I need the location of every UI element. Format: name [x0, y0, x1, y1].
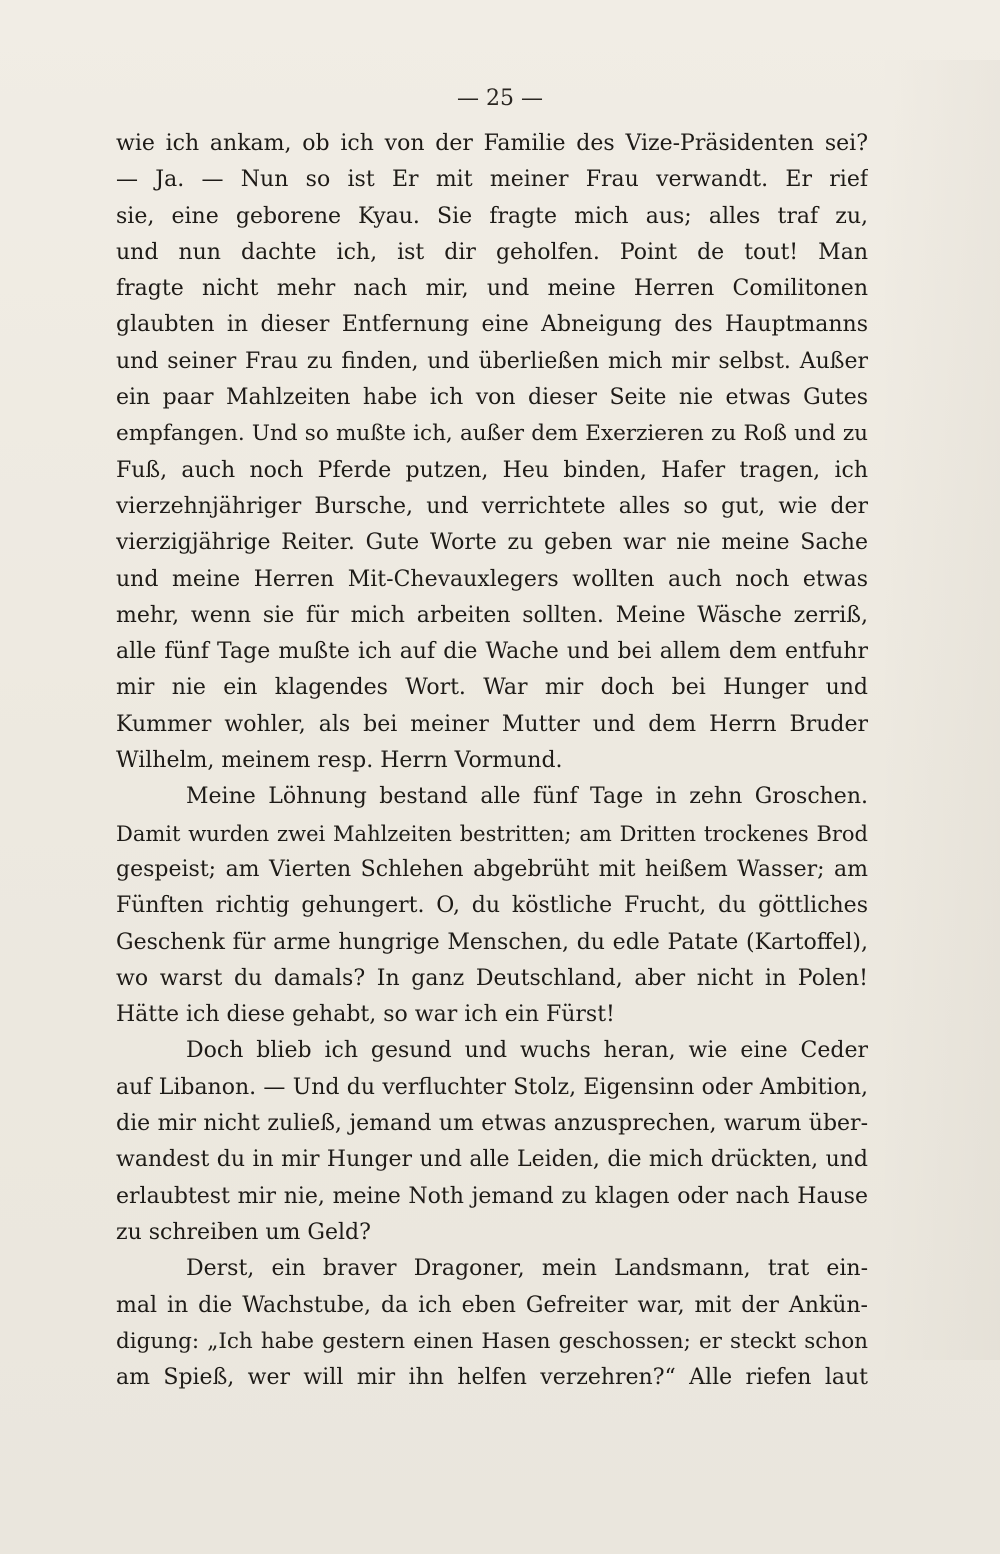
- text-line: ein paar Mahlzeiten habe ich von dieser Seite nie etwas Gutes: [116, 385, 868, 411]
- text-line: digung: „Ich habe gestern einen Hasen geschossen; er steckt schon: [116, 1328, 868, 1354]
- text-line: Damit wurden zwei Mahlzeiten bestritten; am Dritten trockenes Brod: [116, 821, 868, 846]
- text-line: alle fünf Tage mußte ich auf die Wache und bei allem dem entfuhr: [116, 639, 868, 665]
- text-line: vierzehnjähriger Bursche, und verrichtete alles so gut, wie der: [116, 493, 868, 519]
- text-line: Fünften richtig gehungert. O, du köstliche Frucht, du göttliches: [116, 893, 868, 919]
- text-line: Geschenk für arme hungrige Menschen, du edle Patate (Kartoffel),: [116, 929, 868, 955]
- text-line: Meine Löhnung bestand alle fünf Tage in zehn Groschen.: [186, 784, 868, 810]
- text-line: Doch blieb ich gesund und wuchs heran, wie eine Ceder: [186, 1038, 868, 1064]
- text-line: Hätte ich diese gehabt, so war ich ein Fürst!: [116, 1002, 615, 1028]
- text-line: mehr, wenn sie für mich arbeiten sollten. Meine Wäsche zerriß,: [116, 602, 868, 628]
- text-line: empfangen. Und so mußte ich, außer dem Exerzieren zu Roß und zu: [116, 421, 868, 447]
- body-text: [116, 126, 868, 1396]
- text-line: wo warst du damals? In ganz Deutschland, aber nicht in Polen!: [116, 965, 868, 991]
- text-line: fragte nicht mehr nach mir, und meine Herren Comilitonen: [116, 276, 868, 302]
- text-line: und nun dachte ich, ist dir geholfen. Point de tout! Man: [116, 239, 868, 265]
- text-line: die mir nicht zuließ, jemand um etwas anzusprechen, warum über-: [116, 1111, 868, 1137]
- text-line: erlaubtest mir nie, meine Noth jemand zu klagen oder nach Hause: [116, 1183, 868, 1209]
- text-line: glaubten in dieser Entfernung eine Abneigung des Hauptmanns: [116, 312, 868, 338]
- text-line: mal in die Wachstube, da ich eben Gefreiter war, mit der Ankün-: [116, 1292, 868, 1318]
- text-line: gespeist; am Vierten Schlehen abgebrüht mit heißem Wasser; am: [116, 856, 868, 882]
- text-line: am Spieß, wer will mir ihn helfen verzehren?“ Alle riefen laut: [116, 1365, 868, 1391]
- text-line: Kummer wohler, als bei meiner Mutter und dem Herrn Bruder: [116, 711, 868, 737]
- text-line: wandest du in mir Hunger und alle Leiden, die mich drückten, und: [116, 1147, 868, 1173]
- text-line: sie, eine geborene Kyau. Sie fragte mich aus; alles traf zu,: [116, 203, 868, 229]
- text-line: zu schreiben um Geld?: [116, 1219, 371, 1245]
- text-line: Wilhelm, meinem resp. Herrn Vormund.: [116, 748, 563, 774]
- text-line: und meine Herren Mit-Chevauxlegers wollten auch noch etwas: [116, 566, 868, 592]
- text-line: Fuß, auch noch Pferde putzen, Heu binden, Hafer tragen, ich: [116, 457, 868, 483]
- page-number: — 25 —: [457, 86, 543, 111]
- text-line: auf Libanon. — Und du verfluchter Stolz, Eigensinn oder Ambition,: [116, 1074, 868, 1100]
- text-line: vierzigjährige Reiter. Gute Worte zu geben war nie meine Sache: [116, 530, 868, 556]
- text-line: wie ich ankam, ob ich von der Familie des Vize-Präsidenten sei?: [116, 131, 868, 156]
- text-line: und seiner Frau zu finden, und überließen mich mir selbst. Außer: [116, 348, 868, 374]
- text-line: — Ja. — Nun so ist Er mit meiner Frau verwandt. Er rief: [116, 167, 868, 193]
- text-line: Derst, ein braver Dragoner, mein Landsmann, trat ein-: [186, 1256, 868, 1282]
- text-line: mir nie ein klagendes Wort. War mir doch bei Hunger und: [116, 675, 868, 701]
- page-shadow: [880, 60, 1000, 1360]
